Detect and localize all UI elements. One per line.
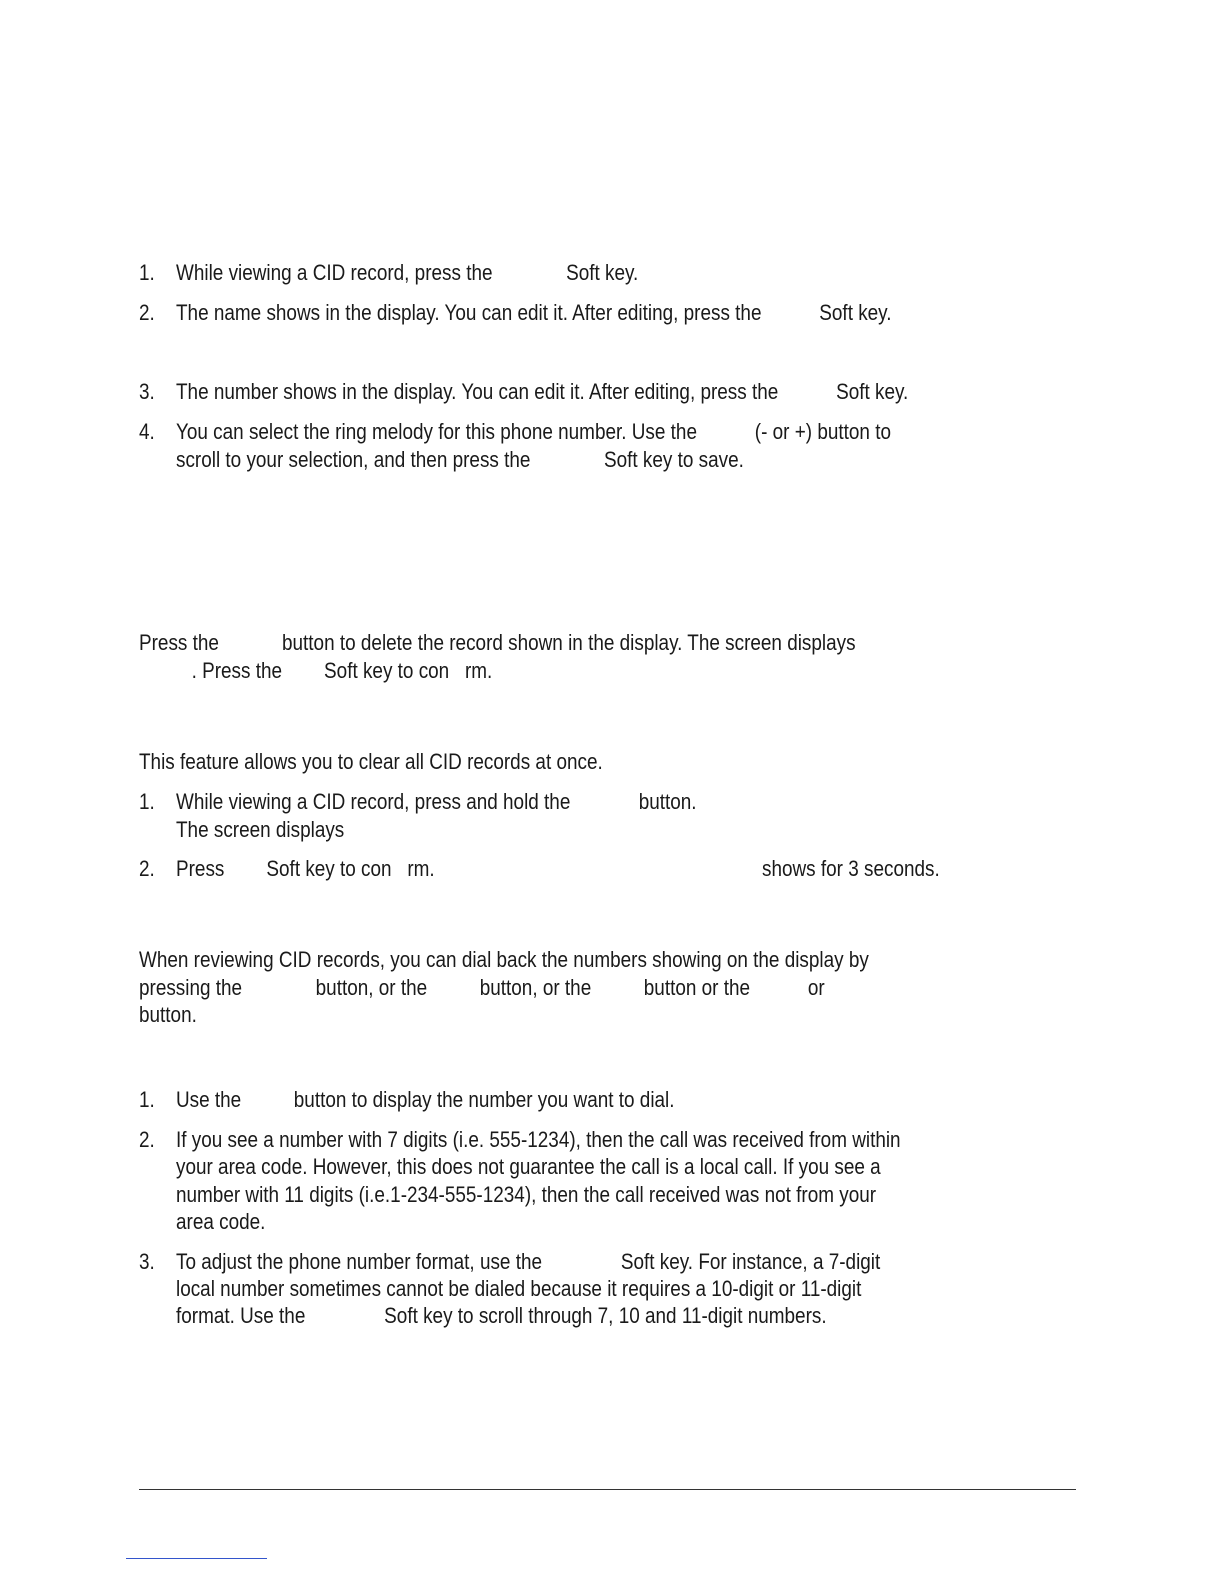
dial-step-3-line-1: To adjust the phone number format, use the Soft key. For instance, a 7-digit: [176, 1249, 881, 1274]
dial-step-2-line-3: number with 11 digits (i.e.1-234-555-1234), then the call received was not from your: [176, 1182, 877, 1207]
dial-step-1-text: Use the button to display the number you want to dial.: [176, 1087, 675, 1112]
edit-step-2-text: The name shows in the display. You can edit it. After editing, press the Soft key.: [176, 300, 892, 325]
step-number: 2.: [139, 1127, 155, 1152]
footer-link-underline[interactable]: [126, 1558, 267, 1559]
edit-step-1-text: While viewing a CID record, press the Soft key.: [176, 260, 639, 285]
dial-step-3-line-3: format. Use the Soft key to scroll through 7, 10 and 11-digit numbers.: [176, 1303, 827, 1328]
edit-step-4-text-cont: scroll to your selection, and then press the Soft key to save.: [176, 447, 744, 472]
clear-step-1-text-cont: The screen displays: [176, 817, 345, 842]
edit-step-3-text: The number shows in the display. You can edit it. After editing, press the Soft key.: [176, 379, 909, 404]
step-number: 1.: [139, 1087, 155, 1112]
step-number: 2.: [139, 856, 155, 881]
dial-back-line-2: pressing the button, or the button, or the button or the or: [139, 975, 825, 1000]
step-number: 2.: [139, 300, 155, 325]
clear-step-1-text: While viewing a CID record, press and hold the button.: [176, 789, 697, 814]
clear-step-2-text-right: shows for 3 seconds.: [762, 856, 940, 881]
delete-para-line-2: . Press the Soft key to con rm.: [139, 658, 493, 683]
delete-para-line-1: Press the button to delete the record shown in the display. The screen displays: [139, 630, 856, 655]
footer-divider: [139, 1489, 1076, 1490]
clear-step-2-text: Press Soft key to con rm.: [176, 856, 435, 881]
step-number: 4.: [139, 419, 155, 444]
dial-back-line-3: button.: [139, 1002, 197, 1027]
step-number: 1.: [139, 789, 155, 814]
dial-step-3-line-2: local number sometimes cannot be dialed because it requires a 10-digit or 11-digit: [176, 1276, 862, 1301]
dial-step-2-line-4: area code.: [176, 1209, 266, 1234]
step-number: 3.: [139, 379, 155, 404]
dial-step-2-line-2: your area code. However, this does not guarantee the call is a local call. If you see a: [176, 1154, 881, 1179]
step-number: 3.: [139, 1249, 155, 1274]
step-number: 1.: [139, 260, 155, 285]
dial-back-line-1: When reviewing CID records, you can dial back the numbers showing on the display by: [139, 947, 869, 972]
edit-step-4-text: You can select the ring melody for this phone number. Use the (- or +) button to: [176, 419, 891, 444]
clear-all-intro: This feature allows you to clear all CID records at once.: [139, 749, 603, 774]
dial-step-2-line-1: If you see a number with 7 digits (i.e. 555-1234), then the call was received from within: [176, 1127, 901, 1152]
